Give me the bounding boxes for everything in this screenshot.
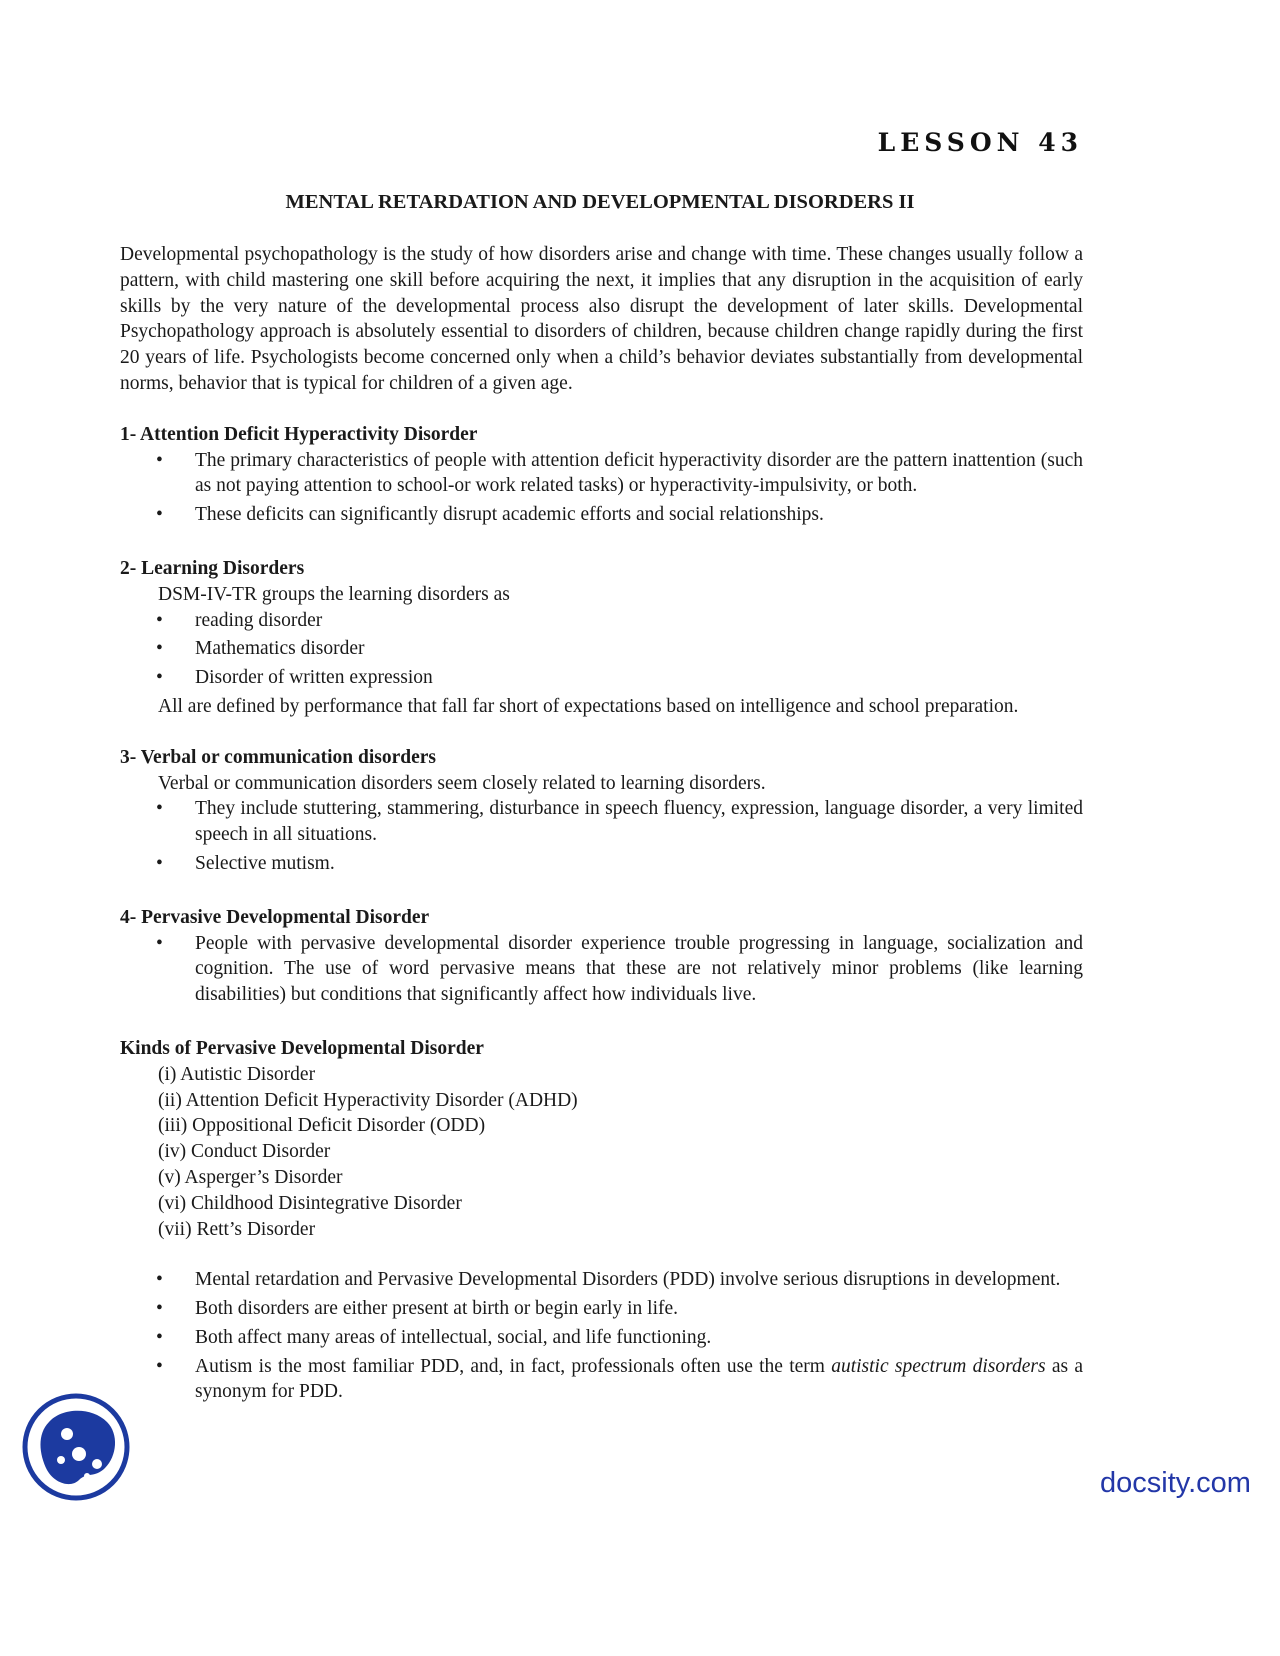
learning-closing: All are defined by performance that fall far short of expectations based on intelligence and school preparation.: [158, 695, 1019, 717]
list-item: • Both affect many areas of intellectual, social, and life functioning.: [120, 1325, 1083, 1351]
kinds-item: (vii) Rett’s Disorder: [158, 1218, 316, 1240]
bullet-icon: •: [156, 667, 163, 689]
list-item: • Mental retardation and Pervasive Developmental Disorders (PDD) involve serious disruptions in development.: [120, 1267, 1083, 1293]
bullet-icon: •: [156, 1269, 163, 1291]
list-item: • Autism is the most familiar PDD, and, in fact, professionals often use the term autistic spectrum disorders as a synonym for PDD.: [156, 1355, 1083, 1403]
section-heading-verbal: 3- Verbal or communication disorders: [120, 746, 436, 768]
list-item: • These deficits can significantly disrupt academic efforts and social relationships.: [120, 502, 1083, 528]
bullet-icon: •: [156, 609, 163, 631]
bullet-icon: •: [156, 852, 163, 874]
adhd-bullet-list: [120, 448, 1083, 528]
intro-paragraph: Developmental psychopathology is the study of how disorders arise and change with time. These changes usually follow a pattern, with child mastering one skill before acquiring the next, it implies that any disruption in the acquisition of early skills by the very nature of the developmental process also disrupt the development of later skills. Developmental Psychopathology approach is absolutely essential to disorders of children, because children change rapidly during the first 20 years of life. Psychologists become concerned only when a child’s behavior deviates substantially from developmental norms, behavior that is typical for children of a given age.: [120, 244, 1083, 394]
list-item: • People with pervasive developmental disorder experience trouble progressing in language, socialization and cognition. The use of word pervasive means that these are not relatively minor problems (like learning disabilities) but conditions that significantly affect how individuals live.: [156, 932, 1083, 1006]
section-heading-pdd: 4- Pervasive Developmental Disorder: [120, 906, 430, 928]
kinds-item: (ii) Attention Deficit Hyperactivity Disorder (ADHD): [158, 1089, 578, 1111]
lesson-label: LESSON 43: [877, 128, 1083, 157]
bullet-icon: •: [156, 504, 163, 526]
docsity-brand-link[interactable]: docsity.com: [1100, 1467, 1251, 1499]
verbal-bullet-list: [120, 796, 1083, 876]
pdd-bullet-list: [120, 931, 1083, 1008]
learning-lead: DSM-IV-TR groups the learning disorders as: [158, 583, 510, 605]
section-heading-learning: 2- Learning Disorders: [120, 557, 305, 579]
docsity-logo-icon[interactable]: [21, 1392, 131, 1502]
bullet-icon: •: [156, 1326, 163, 1348]
kinds-item: (i) Autistic Disorder: [158, 1063, 316, 1085]
kinds-item: (vi) Childhood Disintegrative Disorder: [158, 1192, 462, 1214]
list-item: • Both disorders are either present at birth or begin early in life.: [120, 1296, 1083, 1322]
bullet-icon: •: [156, 638, 163, 660]
bullet-icon: •: [156, 1298, 163, 1320]
verbal-lead: Verbal or communication disorders seem closely related to learning disorders.: [158, 772, 766, 794]
list-item: • Selective mutism.: [120, 851, 1083, 877]
list-item: • Mathematics disorder: [120, 636, 1083, 662]
list-item: • Disorder of written expression: [120, 665, 1083, 691]
learning-bullet-list: [120, 608, 1083, 691]
list-item: • The primary characteristics of people with attention deficit hyperactivity disorder are the pattern inattention (such as not paying attention to school-or work related tasks) or hyperactivity-impulsivity, or both.: [156, 449, 1083, 497]
summary-bullet-list: [120, 1267, 1083, 1405]
list-item: • They include stuttering, stammering, disturbance in speech fluency, expression, language disorder, a very limited speech in all situations.: [156, 798, 1083, 846]
list-item: • reading disorder: [120, 608, 1083, 634]
bullet-icon: •: [156, 798, 163, 820]
bullet-icon: •: [156, 449, 163, 471]
section-heading-adhd: 1- Attention Deficit Hyperactivity Disorder: [120, 423, 478, 445]
bullet-icon: •: [156, 932, 163, 954]
kinds-item: (iv) Conduct Disorder: [158, 1141, 331, 1163]
document-body: [120, 242, 1083, 1408]
section-heading-kinds: Kinds of Pervasive Developmental Disorder: [120, 1037, 484, 1059]
page-title: MENTAL RETARDATION AND DEVELOPMENTAL DISORDERS II: [285, 191, 915, 213]
bullet-icon: •: [156, 1355, 163, 1377]
kinds-item: (iii) Oppositional Deficit Disorder (ODD): [158, 1115, 486, 1137]
kinds-item: (v) Asperger’s Disorder: [158, 1166, 343, 1188]
